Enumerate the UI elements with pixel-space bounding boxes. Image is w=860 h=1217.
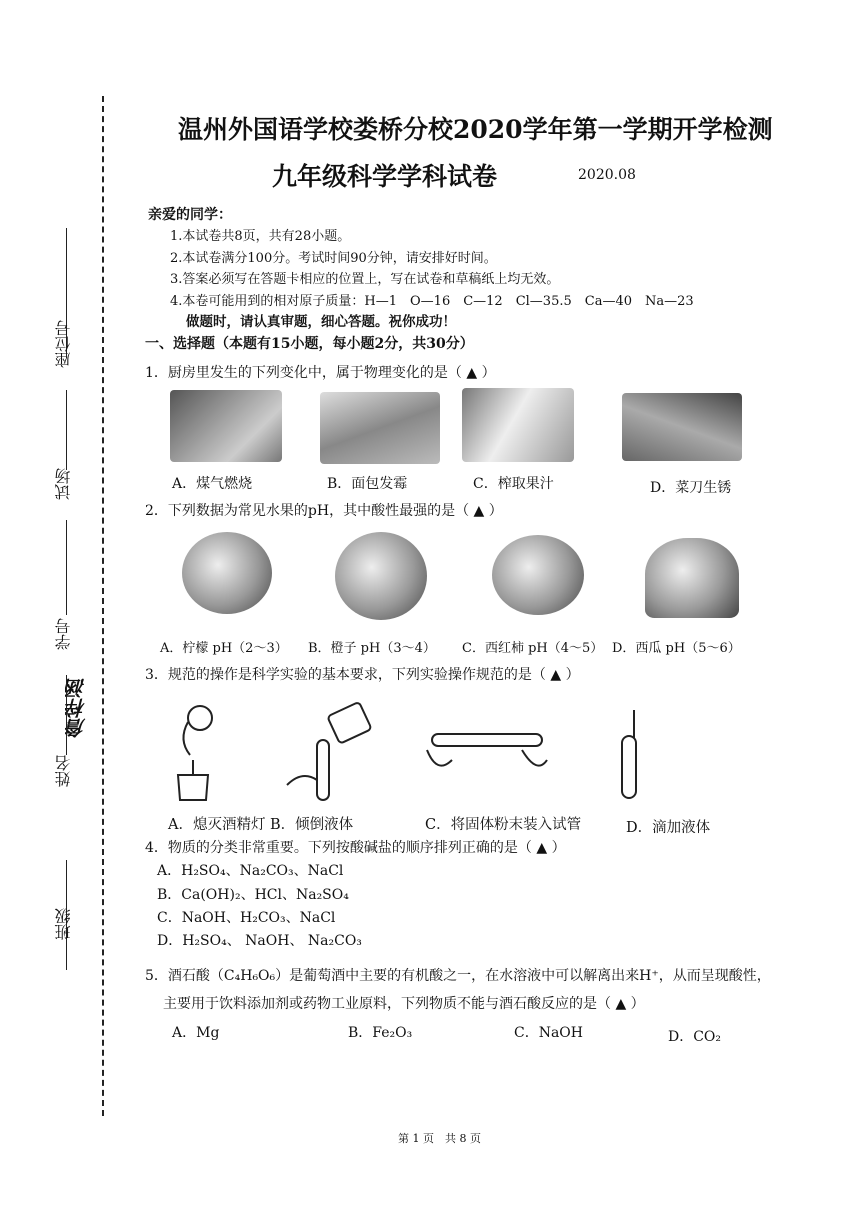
extinguish-lamp-drawing: [168, 700, 218, 805]
q5-option-a: A．Mg: [172, 1025, 220, 1041]
q4-option-b: B．Ca(OH)₂、HCl、Na₂SO₄: [157, 887, 349, 903]
section-heading: 一、选择题（本题有15小题，每小题2分，共30分）: [145, 336, 474, 352]
q2-option-a: A．柠檬 pH（2～3）: [160, 641, 288, 656]
q2-option-b: B．橙子 pH（3～4）: [308, 641, 436, 656]
q1-option-a: A．煤气燃烧: [172, 476, 253, 492]
q3-option-c: C．将固体粉末装入试管: [425, 817, 582, 833]
q2-option-c: C．西红柿 pH（4～5）: [462, 641, 604, 656]
seat-label: 座位号: [54, 320, 73, 368]
name-label: 姓名: [54, 755, 73, 787]
exam-subtitle: 九年级科学学科试卷: [272, 162, 498, 191]
q5-option-b: B．Fe₂O₃: [348, 1025, 413, 1041]
class-label: 班级: [54, 908, 73, 940]
drop-liquid-drawing: [612, 708, 652, 803]
instruction-item: 4.本卷可能用到的相对原子质量：H—1 O—16 C—12 Cl—35.5 Ca—40 Na—23: [170, 294, 694, 309]
q2-option-d: D．西瓜 pH（5～6）: [612, 641, 741, 656]
exam-title: 温州外国语学校娄桥分校2020学年第一学期开学检测: [178, 115, 773, 144]
powder-into-tube-drawing: [422, 720, 552, 790]
q1-option-d: D．菜刀生锈: [650, 480, 732, 496]
question-2-stem: 2．下列数据为常见水果的pH，其中酸性最强的是（ ▲ ）: [145, 503, 503, 519]
q3-option-b: B．倾倒液体: [270, 817, 354, 833]
room-underline: [66, 390, 67, 470]
q4-option-d: D．H₂SO₄、 NaOH、 Na₂CO₃: [157, 933, 362, 949]
q5-option-d: D．CO₂: [668, 1029, 722, 1045]
room-label: 试场: [54, 468, 73, 500]
name-underline: [66, 675, 67, 755]
student-no-underline: [66, 520, 67, 615]
student-no-label: 学号: [54, 618, 73, 650]
q1-option-c: C．榨取果汁: [473, 476, 554, 492]
pour-liquid-drawing: [282, 700, 382, 805]
question-4-stem: 4．物质的分类非常重要。下列按酸碱盐的顺序排列正确的是（ ▲ ）: [145, 840, 566, 856]
exam-date: 2020.08: [578, 167, 636, 183]
q1-option-b: B．面包发霉: [327, 476, 408, 492]
handwritten-name: 詹梓涵: [65, 678, 89, 738]
page-number: 第 1 页 共 8 页: [398, 1132, 481, 1145]
q5-option-c: C．NaOH: [514, 1025, 583, 1041]
q3-option-d: D．滴加液体: [626, 820, 711, 836]
rusty-knife-photo: [622, 393, 742, 461]
watermelon-photo: [645, 538, 739, 618]
question-1-stem: 1．厨房里发生的下列变化中，属于物理变化的是（ ▲ ）: [145, 365, 496, 381]
q3-option-a: A．熄灭酒精灯: [168, 817, 266, 833]
tomato-photo: [492, 535, 584, 615]
orange-photo: [335, 532, 427, 620]
binding-dashed-line: [102, 96, 104, 1116]
instruction-item: 1.本试卷共8页，共有28小题。: [170, 229, 351, 244]
q4-option-a: A．H₂SO₄、Na₂CO₃、NaCl: [157, 863, 344, 879]
instruction-item: 2.本试卷满分100分。考试时间90分钟，请安排好时间。: [170, 251, 497, 266]
juicer-photo: [462, 388, 574, 462]
instruction-item: 3.答案必须写在答题卡相应的位置上，写在试卷和草稿纸上均无效。: [170, 272, 560, 287]
gas-stove-photo: [170, 390, 282, 462]
question-5-stem-line2: 主要用于饮料添加剂或药物工业原料，下列物质不能与酒石酸反应的是（ ▲ ）: [163, 996, 645, 1012]
moldy-bread-photo: [320, 392, 440, 464]
q4-option-c: C．NaOH、H₂CO₃、NaCl: [157, 910, 336, 926]
question-5-stem-line1: 5．酒石酸（C₄H₆O₆）是葡萄酒中主要的有机酸之一，在水溶液中可以解离出来H⁺，从而呈现酸性，: [145, 968, 771, 984]
encouragement: 做题时，请认真审题，细心答题。祝你成功！: [186, 314, 456, 330]
greeting: 亲爱的同学：: [148, 207, 232, 223]
lemon-photo: [182, 532, 272, 614]
question-3-stem: 3．规范的操作是科学实验的基本要求，下列实验操作规范的是（ ▲ ）: [145, 667, 580, 683]
